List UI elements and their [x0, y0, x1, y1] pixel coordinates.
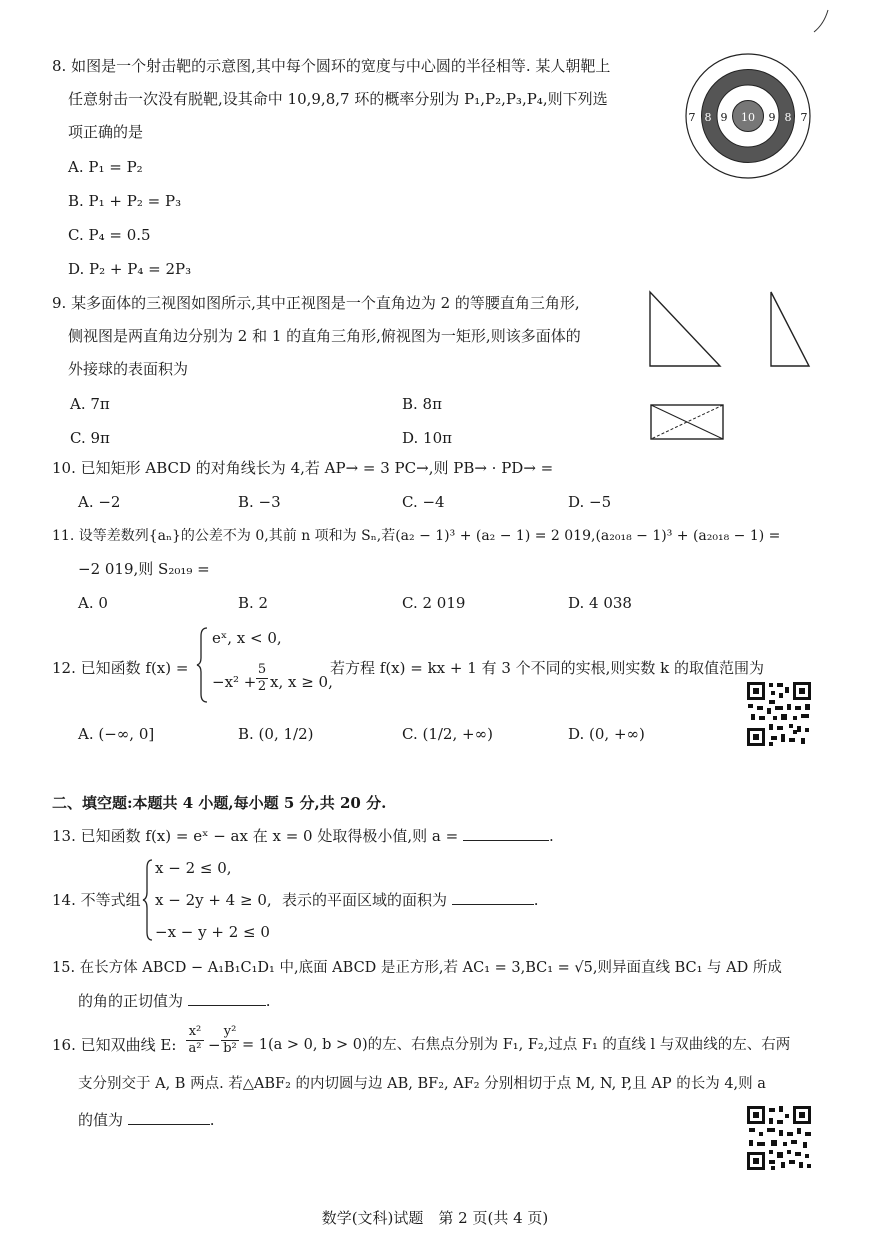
target-label-8-right: 8: [784, 111, 792, 124]
q14-suffix: 表示的平面区域的面积为: [282, 891, 448, 909]
target-label-9-right: 9: [768, 111, 776, 124]
q8-line1: 8. 如图是一个射击靶的示意图,其中每个圆环的宽度与中心圆的半径相等. 某人朝靶上: [52, 57, 611, 75]
q12-option-d[interactable]: D. (0, +∞): [568, 725, 645, 743]
target-figure: [684, 52, 812, 180]
q10-option-c[interactable]: C. −4: [402, 493, 445, 511]
q10-option-d[interactable]: D. −5: [568, 493, 612, 511]
target-label-9-left: 9: [720, 111, 728, 124]
q13-end: .: [548, 827, 554, 845]
q15-answer-blank[interactable]: [188, 991, 266, 1006]
target-label-7-left: 7: [688, 111, 696, 124]
q8-line2: 任意射击一次没有脱靶,设其命中 10,9,8,7 环的概率分别为 P₁,P₂,P₃,P₄,则下列选: [68, 90, 608, 108]
target-label-10: 10: [741, 111, 755, 124]
q16-frac1-den: a²: [188, 1041, 202, 1056]
q14-condition-2: x − 2y + 4 ≥ 0,: [155, 891, 272, 909]
top-view-rectangle: [648, 402, 726, 442]
q11-option-b[interactable]: B. 2: [238, 594, 269, 612]
q11-line1: 11. 设等差数列{aₙ}的公差不为 0,其前 n 项和为 Sₙ,若(a₂ − 1)³ + (a₂ − 1) = 2 019,(a₂₀₁₈ − 1)³ + (a₂₀₁₈ − 1) =: [52, 528, 781, 544]
q14-condition-1: x − 2 ≤ 0,: [155, 859, 232, 877]
q9-option-d[interactable]: D. 10π: [402, 429, 452, 447]
qr-code-icon-bottom: [745, 1104, 813, 1172]
q8-option-d[interactable]: D. P₂ + P₄ = 2P₃: [68, 260, 192, 278]
q16-frac1-num: x²: [186, 1024, 204, 1041]
q15-line2: 的角的正切值为: [78, 992, 184, 1010]
q14-brace: [142, 858, 154, 942]
q12-case2-b: x, x ≥ 0,: [270, 673, 333, 691]
q12-case2-a: −x² +: [212, 673, 257, 691]
q15-end: .: [265, 992, 271, 1010]
q10-line1: 10. 已知矩形 ABCD 的对角线长为 4,若 AP→ = 3 PC→,则 PB→ · PD→ =: [52, 459, 554, 477]
q9-option-b[interactable]: B. 8π: [402, 395, 442, 413]
q12-option-c[interactable]: C. (1/2, +∞): [402, 725, 493, 743]
q16-answer-blank[interactable]: [128, 1110, 210, 1125]
q16-line2: 支分别交于 A, B 两点. 若△ABF₂ 的内切圆与边 AB, BF₂, AF₂ 分别相切于点 M, N, P,且 AP 的长为 4,则 a: [78, 1076, 766, 1092]
q13-answer-blank[interactable]: [463, 826, 549, 841]
q12-option-a[interactable]: A. (−∞, 0]: [78, 725, 155, 743]
q14-suffix-row: [282, 890, 539, 910]
q16-prefix: 16. 已知双曲线 E:: [52, 1036, 177, 1054]
q8-line3: 项正确的是: [68, 123, 144, 141]
q12-prefix: 12. 已知函数 f(x) =: [52, 659, 189, 677]
q16-end: .: [209, 1111, 215, 1129]
q10-option-a[interactable]: A. −2: [78, 493, 121, 511]
q16-frac2-num: y²: [221, 1024, 239, 1041]
q11-option-c[interactable]: C. 2 019: [402, 594, 466, 612]
q15-line1: 15. 在长方体 ABCD − A₁B₁C₁D₁ 中,底面 ABCD 是正方形,若 AC₁ = 3,BC₁ = √5,则异面直线 BC₁ 与 AD 所成: [52, 960, 782, 976]
q16-line3: 的值为: [78, 1111, 124, 1129]
q12-frac-num: 5: [257, 662, 267, 677]
q8-option-b[interactable]: B. P₁ + P₂ = P₃: [68, 192, 182, 210]
q12-suffix: 若方程 f(x) = kx + 1 有 3 个不同的实根,则实数 k 的取值范围为: [330, 659, 765, 677]
q9-line1: 9. 某多面体的三视图如图所示,其中正视图是一个直角边为 2 的等腰直角三角形,: [52, 294, 580, 312]
q9-option-c[interactable]: C. 9π: [70, 429, 110, 447]
target-label-8-left: 8: [704, 111, 712, 124]
q14-answer-blank[interactable]: [452, 890, 534, 905]
q14-condition-3: −x − y + 2 ≤ 0: [155, 923, 270, 941]
q10-option-b[interactable]: B. −3: [238, 493, 281, 511]
target-label-7-right: 7: [800, 111, 808, 124]
q13-stem: 13. 已知函数 f(x) = eˣ − ax 在 x = 0 处取得极小值,则 a =: [52, 827, 459, 845]
q12-brace: [195, 626, 209, 704]
section-2-heading: 二、填空题:本题共 4 小题,每小题 5 分,共 20 分.: [52, 794, 387, 812]
corner-mark: [812, 8, 832, 34]
page-footer: 数学(文科)试题 第 2 页(共 4 页): [321, 1209, 549, 1227]
q16-frac2-den: b²: [223, 1041, 237, 1056]
q15-line2-row: [78, 991, 271, 1011]
q11-line2: −2 019,则 S₂₀₁₉ =: [78, 560, 210, 578]
q12-frac-den: 2: [257, 679, 267, 694]
side-view-triangle: [765, 288, 815, 370]
q16-minus: −: [208, 1036, 221, 1054]
q12-option-b[interactable]: B. (0, 1/2): [238, 725, 314, 743]
qr-code-icon: [745, 680, 813, 748]
q11-option-d[interactable]: D. 4 038: [568, 594, 632, 612]
q9-line2: 侧视图是两直角边分别为 2 和 1 的直角三角形,俯视图为一矩形,则该多面体的: [68, 327, 581, 345]
q16-rest: = 1(a > 0, b > 0)的左、右焦点分别为 F₁, F₂,过点 F₁ 的直线 l 与双曲线的左、右两: [242, 1037, 791, 1053]
q9-option-a[interactable]: A. 7π: [70, 395, 110, 413]
q12-case1: eˣ, x < 0,: [212, 629, 282, 647]
front-view-triangle: [645, 288, 725, 370]
q14-prefix: 14. 不等式组: [52, 891, 141, 909]
q13-text: [52, 826, 554, 846]
q14-end: .: [533, 891, 539, 909]
q8-option-a[interactable]: A. P₁ = P₂: [68, 158, 143, 176]
q8-option-c[interactable]: C. P₄ = 0.5: [68, 226, 151, 244]
q9-line3: 外接球的表面积为: [68, 360, 189, 378]
q11-option-a[interactable]: A. 0: [78, 594, 108, 612]
q16-line3-row: [78, 1110, 215, 1130]
